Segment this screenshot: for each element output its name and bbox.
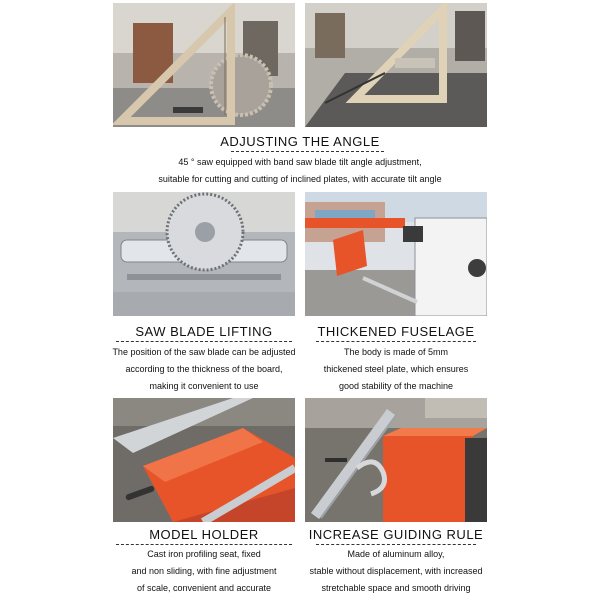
divider-holder	[116, 544, 292, 545]
heading-saw-blade-lifting: SAW BLADE LIFTING	[135, 324, 273, 339]
description-fuselage	[296, 344, 496, 395]
description-line: Cast iron profiling seat, fixed	[147, 549, 261, 559]
description-line: The position of the saw blade can be adjusted	[112, 347, 296, 357]
description-line: according to the thickness of the board,	[125, 364, 283, 374]
divider-angle	[231, 151, 384, 152]
description-line: good stability of the machine	[338, 381, 454, 391]
description-line: suitable for cutting and cutting of inclined plates, with accurate tilt angle	[158, 174, 442, 184]
description-line: The body is made of 5mm	[343, 347, 449, 357]
photo-fuselage	[305, 192, 487, 316]
photo-guiding-rule	[305, 398, 487, 522]
photo-model-holder	[113, 398, 295, 522]
description-line: stretchable space and smooth driving	[321, 583, 471, 593]
photo-saw-blade	[113, 192, 295, 316]
heading-increase-guiding-rule: INCREASE GUIDING RULE	[308, 527, 484, 542]
description-line: Made of aluminum alloy,	[347, 549, 445, 559]
description-line: making it convenient to use	[149, 381, 259, 391]
photo-angle-right	[305, 3, 487, 127]
description-line: and non sliding, with fine adjustment	[131, 566, 277, 576]
photo-angle-left	[113, 3, 295, 127]
description-line: 45 ° saw equipped with band saw blade tilt angle adjustment,	[178, 157, 422, 167]
divider-blade	[116, 341, 292, 342]
description-holder	[100, 546, 308, 597]
description-line: thickened steel plate, which ensures	[323, 364, 469, 374]
divider-rule	[316, 544, 476, 545]
description-rule	[290, 546, 502, 597]
heading-thickened-fuselage: THICKENED FUSELAGE	[317, 324, 475, 339]
description-line: stable without displacement, with increased	[309, 566, 483, 576]
description-line: of scale, convenient and accurate	[136, 583, 272, 593]
description-angle	[113, 154, 487, 188]
description-blade	[100, 344, 308, 395]
divider-fuselage	[316, 341, 476, 342]
heading-model-holder: MODEL HOLDER	[149, 527, 259, 542]
heading-adjusting-angle: ADJUSTING THE ANGLE	[220, 134, 380, 149]
